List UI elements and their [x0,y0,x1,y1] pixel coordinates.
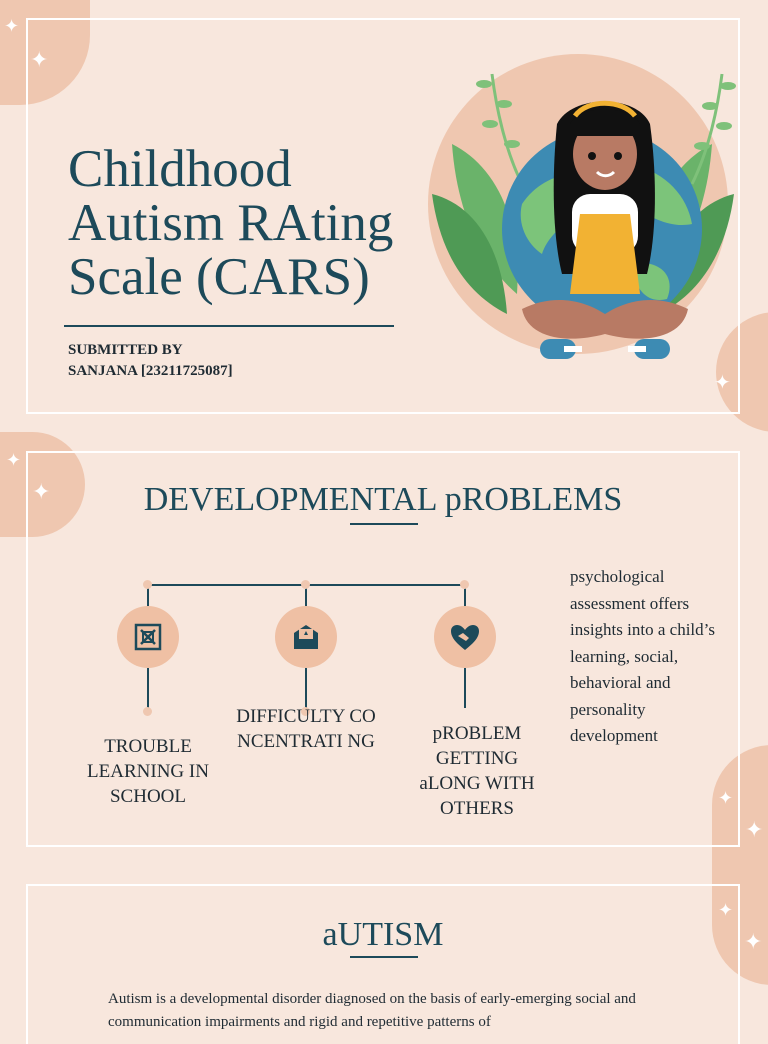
handshake-heart-icon [449,622,481,652]
side-description: psychological assessment offers insights into a child’s learning, social, behavioral and personality development [570,567,715,745]
heading-underline [350,956,418,958]
item-circle-3 [434,606,496,668]
tree-connector [147,668,149,708]
node-dot [143,580,152,589]
autism-description: Autism is a developmental disorder diagnosed on the basis of early-emerging social and communication impairments and rigid and repetitive patterns of [108,991,636,1030]
section-heading: DEVELOPMENTAL pROBLEMS [143,481,623,518]
item-circle-1 [117,606,179,668]
board-icon [133,622,163,652]
sparkle-icon: ✦ [745,818,764,843]
envelope-icon [291,622,321,652]
tree-connector [305,668,307,708]
title-slide [26,18,740,414]
section-heading: aUTISM [322,916,444,953]
author-name: SANJANA [23211725087] [68,363,233,379]
heading-underline [350,523,418,525]
node-dot [301,580,310,589]
item-label-3: pROBLEM GETTING aLONG WITH OTHERS [419,723,535,819]
tree-connector [464,668,466,708]
item-label-1: TROUBLE LEARNING IN SCHOOL [87,736,209,807]
sparkle-icon: ✦ [32,480,51,505]
sparkle-icon: ✦ [718,900,734,921]
girl-with-globe-illustration [412,54,742,366]
title-divider [64,325,394,327]
sparkle-icon: ✦ [744,930,763,955]
node-dot [143,707,152,716]
sparkle-icon: ✦ [30,48,49,73]
sparkle-icon: ✦ [6,450,22,471]
developmental-problems-slide [26,451,740,847]
page-title: Childhood Autism RAting Scale (CARS) [68,140,394,306]
sparkle-icon: ✦ [714,370,731,394]
item-circle-2 [275,606,337,668]
sparkle-icon: ✦ [718,788,734,809]
autism-slide [26,884,740,1044]
submitted-by-label: SUBMITTED BY [68,342,183,358]
item-label-2: DIFFICULTY CONCENTRATI NG [236,706,376,752]
sparkle-icon: ✦ [4,16,20,37]
submitted-by [68,340,233,382]
node-dot [460,580,469,589]
